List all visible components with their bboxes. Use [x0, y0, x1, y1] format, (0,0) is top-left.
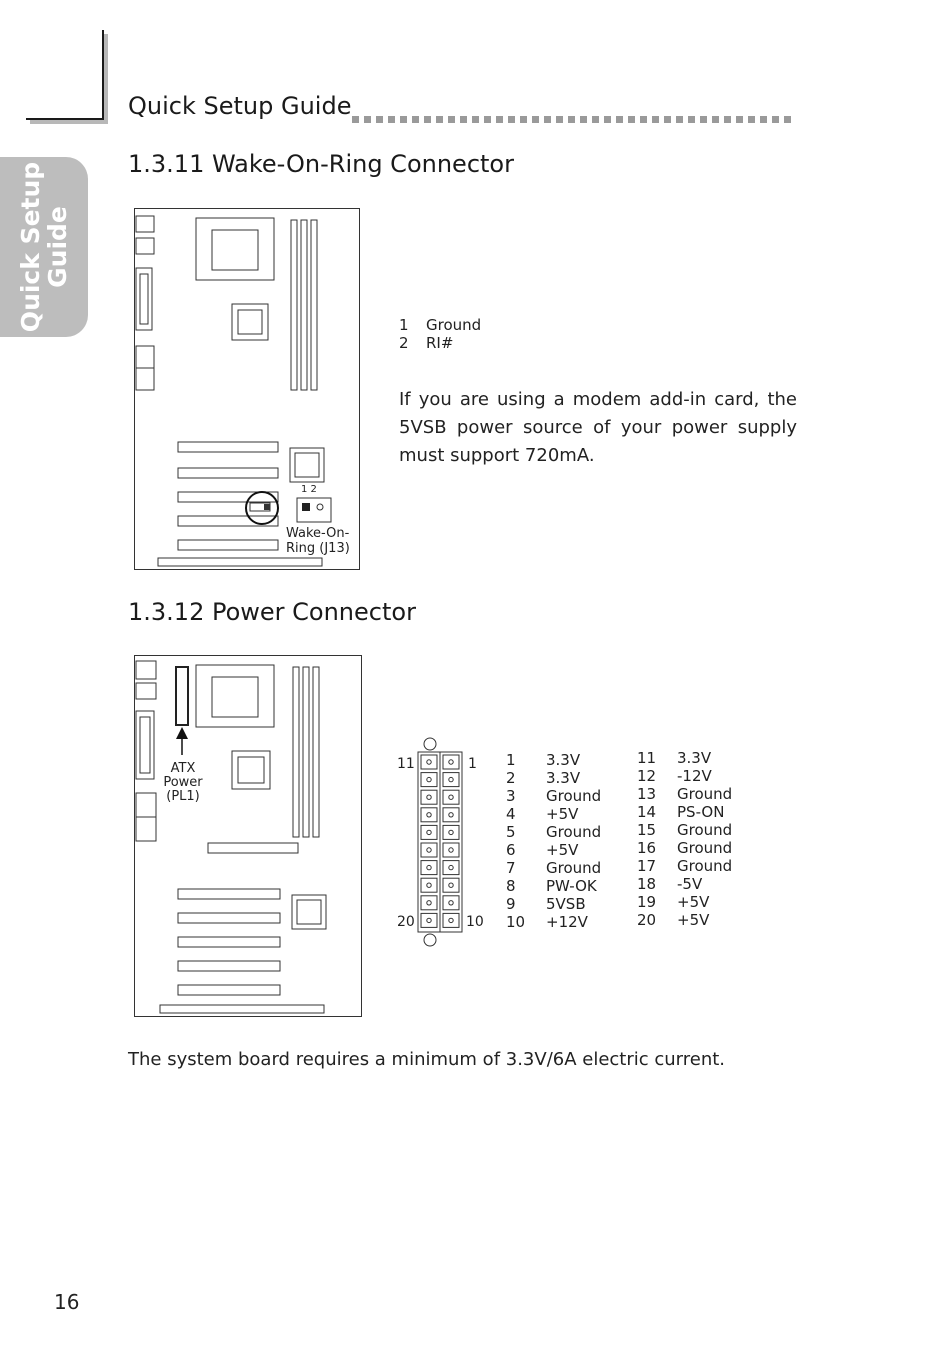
page-number: 16	[54, 1290, 80, 1314]
atx-power-label: ATX Power (PL1)	[163, 761, 203, 804]
table-row: 1 Ground	[399, 316, 482, 334]
pin-label-20: 20	[397, 914, 415, 930]
connector-pin-hole	[449, 918, 453, 922]
connector-pin-hole	[449, 777, 453, 781]
connector-pin	[443, 878, 459, 892]
connector-pin-hole	[449, 813, 453, 817]
connector-pin	[443, 808, 459, 822]
section-heading-wake-on-ring: 1.3.11 Wake-On-Ring Connector	[128, 150, 514, 178]
table-row: 19 +5V	[637, 893, 710, 911]
board-diagram-wake-on-ring	[134, 208, 361, 571]
connector-pin-hole	[449, 901, 453, 905]
table-row: 16 Ground	[637, 839, 733, 857]
side-tab-label: Quick Setup Guide	[16, 161, 72, 333]
table-row: 5 Ground	[506, 823, 602, 841]
connector-pin	[421, 913, 437, 927]
pin-label-11: 11	[397, 756, 415, 772]
table-row: 1 3.3V	[506, 751, 581, 769]
table-row: 11 3.3V	[637, 749, 712, 767]
page-corner-frame	[26, 30, 104, 120]
pin-label-10: 10	[466, 914, 484, 930]
wake-on-ring-note: If you are using a modem add-in card, the 5VSB power source of your power supply must support 720mA.	[399, 389, 797, 466]
wake-pin-numbers: 1 2	[301, 484, 317, 495]
connector-pin-hole	[427, 813, 431, 817]
table-row: 2 RI#	[399, 334, 454, 352]
connector-pin	[421, 878, 437, 892]
footer-note: The system board requires a minimum of 3.3V/6A electric current.	[128, 1049, 726, 1070]
connector-pin-hole	[427, 901, 431, 905]
connector-pin-hole	[427, 883, 431, 887]
table-row: 2 3.3V	[506, 769, 581, 787]
table-row: 7 Ground	[506, 859, 602, 877]
connector-pin-hole	[449, 760, 453, 764]
atx-connector-pinout-diagram	[414, 736, 466, 948]
side-tab	[0, 157, 88, 337]
table-row: 15 Ground	[637, 821, 733, 839]
connector-pin-hole	[427, 865, 431, 869]
connector-pin	[421, 825, 437, 839]
table-row: 6 +5V	[506, 841, 579, 859]
connector-pin	[443, 825, 459, 839]
running-header-title: Quick Setup Guide	[128, 92, 352, 120]
power-pin-table-right	[637, 749, 732, 929]
table-row: 18 -5V	[637, 875, 703, 893]
connector-pin	[421, 773, 437, 787]
connector-pin	[443, 896, 459, 910]
wake-on-ring-connector-label: Wake-On- Ring (J13)	[286, 526, 350, 556]
table-row: 17 Ground	[637, 857, 733, 875]
connector-pin-hole	[449, 795, 453, 799]
connector-pin	[443, 790, 459, 804]
connector-pin	[421, 861, 437, 875]
connector-pin	[421, 896, 437, 910]
connector-pin	[421, 790, 437, 804]
table-row: 13 Ground	[637, 785, 733, 803]
table-row: 10 +12V	[506, 913, 588, 931]
connector-pin-hole	[449, 865, 453, 869]
table-row: 14 PS-ON	[637, 803, 725, 821]
table-row: 4 +5V	[506, 805, 579, 823]
connector-pin-hole	[449, 848, 453, 852]
connector-pin	[443, 861, 459, 875]
connector-pin	[443, 913, 459, 927]
table-row: 20 +5V	[637, 911, 710, 929]
connector-pin-hole	[427, 848, 431, 852]
connector-pin	[421, 843, 437, 857]
table-row: 12 -12V	[637, 767, 712, 785]
connector-pin	[443, 843, 459, 857]
connector-pin	[421, 808, 437, 822]
connector-pin-hole	[427, 795, 431, 799]
table-row: 9 5VSB	[506, 895, 586, 913]
table-row: 3 Ground	[506, 787, 602, 805]
section-heading-power-connector: 1.3.12 Power Connector	[128, 598, 416, 626]
header-dot-rule	[352, 108, 796, 127]
power-pin-table-left	[506, 751, 601, 931]
wake-pin-table	[399, 316, 481, 352]
connector-pin	[421, 755, 437, 769]
connector-pin-hole	[427, 918, 431, 922]
board-diagram-power	[134, 655, 363, 1018]
connector-pin-hole	[427, 830, 431, 834]
connector-pin-hole	[427, 777, 431, 781]
connector-pin	[443, 755, 459, 769]
table-row: 8 PW-OK	[506, 877, 597, 895]
connector-pin	[443, 773, 459, 787]
connector-pin-hole	[449, 830, 453, 834]
pin-label-1: 1	[468, 756, 477, 772]
connector-pin-hole	[427, 760, 431, 764]
connector-pin-hole	[449, 883, 453, 887]
